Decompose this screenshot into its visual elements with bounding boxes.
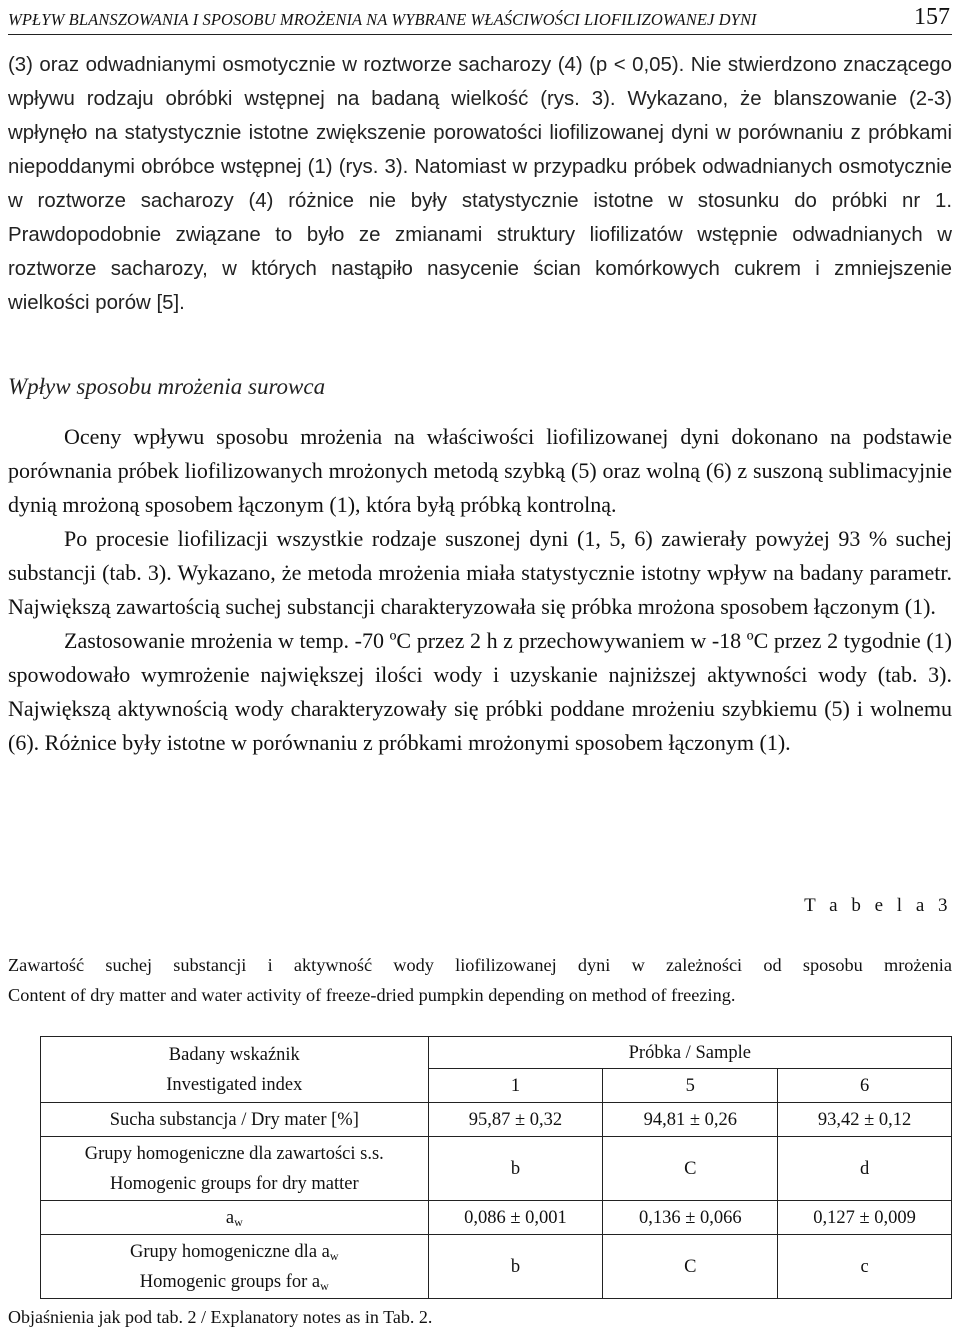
page-header — [8, 4, 952, 35]
table-cell: C — [603, 1235, 778, 1299]
table-row — [41, 1103, 952, 1137]
running-title: WPŁYW BLANSZOWANIA I SPOSOBU MROŻENIA NA WYBRANE WŁAŚCIWOŚCI LIOFILIZOWANEJ DYNI — [8, 10, 757, 29]
row-label — [41, 1235, 429, 1299]
data-table — [40, 1036, 952, 1299]
table-cell: C — [603, 1137, 778, 1201]
table-footnote: Objaśnienia jak pod tab. 2 / Explanatory notes as in Tab. 2. — [8, 1307, 433, 1327]
paragraph-2: Po procesie liofilizacji wszystkie rodzaje suszonej dyni (1, 5, 6) zawierały powyżej 93 % suchej substancji (tab. 3). Wykazano, że metoda mrożenia miała statystycznie istotny wpływ na badany parametr. Największą zawartością suchej substancji charakteryzowała się próbka mrożona sposobem łączonym (1). — [8, 526, 952, 619]
table-cell: 95,87 ± 0,32 — [428, 1103, 603, 1137]
table-cell: 0,127 ± 0,009 — [778, 1201, 952, 1235]
sample-col-1: 1 — [428, 1069, 603, 1103]
table-cell: 0,136 ± 0,066 — [603, 1201, 778, 1235]
row-label-line-2: Homogenic groups for dry matter — [109, 1173, 359, 1194]
table-row — [41, 1201, 952, 1235]
intro-paragraph: (3) oraz odwadnianymi osmotycznie w roztworze sacharozy (4) (p < 0,05). Nie stwierdzono znaczącego wpływu rodzaju obróbki wstępnej na badaną wielkość (rys. 3). Wykazano, że blanszowanie (2-3) wpłynęło na statystycznie istotne zwiększenie porowatości liofilizowanej dyni w porównaniu z próbkami niepoddanymi obróbce wstępnej (1) (rys. 3). Natomiast w przypadku próbek odwadnianych osmotycznie w roztworze sacharozy (4) różnice nie były statystycznie istotne w stosunku do próbki nr 1. Prawdopodobnie związane to było ze zmianami struktury liofilizatów wstępnie odwadnianych w roztworze sacharozy, w których nastąpiło nasycenie ścian komórkowych cukrem i zmniejszenie wielkości porów [5]. — [8, 54, 952, 314]
header-sample: Próbka / Sample — [428, 1037, 951, 1069]
table-caption-en: Content of dry matter and water activity of freeze-dried pumpkin depending on method of freezing. — [8, 985, 736, 1005]
section-heading: Wpływ sposobu mrożenia surowca — [8, 374, 326, 399]
table-cell: c — [778, 1235, 952, 1299]
row-label-subscript: w — [329, 1248, 339, 1263]
table-row — [41, 1137, 952, 1201]
row-label-line-1 — [45, 1237, 424, 1267]
row-label-subscript: w — [234, 1214, 243, 1229]
row-label — [41, 1201, 429, 1235]
row-label — [41, 1137, 429, 1201]
row-label-line-2 — [45, 1267, 424, 1297]
table-cell: b — [428, 1235, 603, 1299]
table-cell: b — [428, 1137, 603, 1201]
header-index-cell — [41, 1037, 429, 1103]
table-cell: 0,086 ± 0,001 — [428, 1201, 603, 1235]
table-caption-pl: Zawartość suchej substancji i aktywność wody liofilizowanej dyni w zależności od sposobu mrożenia — [8, 955, 952, 975]
sample-col-5: 5 — [603, 1069, 778, 1103]
intro-paragraph-block — [8, 48, 952, 320]
row-label-main: a — [225, 1207, 235, 1228]
row-label-line-1: Grupy homogeniczne dla zawartości s.s. — [84, 1143, 384, 1164]
page-number: 157 — [914, 4, 950, 30]
row-label-text: Homogenic groups for a — [139, 1271, 321, 1292]
header-index-pl: Badany wskaźnik — [168, 1044, 300, 1065]
table-cell: 94,81 ± 0,26 — [603, 1103, 778, 1137]
paragraph-3: Zastosowanie mrożenia w temp. -70 ºC przez 2 h z przechowywaniem w -18 ºC przez 2 tygodnie (1) spowodowało wymrożenie największej ilości wody i uzyskanie najniższej aktywności wody (tab. 3). Największą aktywnością wody charakteryzowały się próbki poddane mrożeniu szybkiemu (5) i wolnemu (6). Różnice były istotne w porównaniu z próbkami mrożonymi sposobem łączonym (1). — [8, 628, 952, 755]
header-index-en: Investigated index — [166, 1074, 303, 1095]
table-label: T a b e l a 3 — [804, 895, 952, 916]
sample-col-6: 6 — [778, 1069, 952, 1103]
row-label: Sucha substancja / Dry mater [%] — [41, 1103, 429, 1137]
row-label-text: Grupy homogeniczne dla a — [130, 1241, 330, 1262]
body-paragraphs — [8, 420, 952, 760]
row-label-subscript: w — [320, 1278, 329, 1293]
table-cell: 93,42 ± 0,12 — [778, 1103, 952, 1137]
table-row — [41, 1235, 952, 1299]
paragraph-1: Oceny wpływu sposobu mrożenia na właściwości liofilizowanej dyni dokonano na podstawie porównania próbek liofilizowanych mrożonych metodą szybką (5) oraz wolną (6) z suszoną sublimacyjnie dynią mrożoną sposobem łączonym (1), która byłą próbką kontrolną. — [8, 424, 952, 517]
table-cell: d — [778, 1137, 952, 1201]
